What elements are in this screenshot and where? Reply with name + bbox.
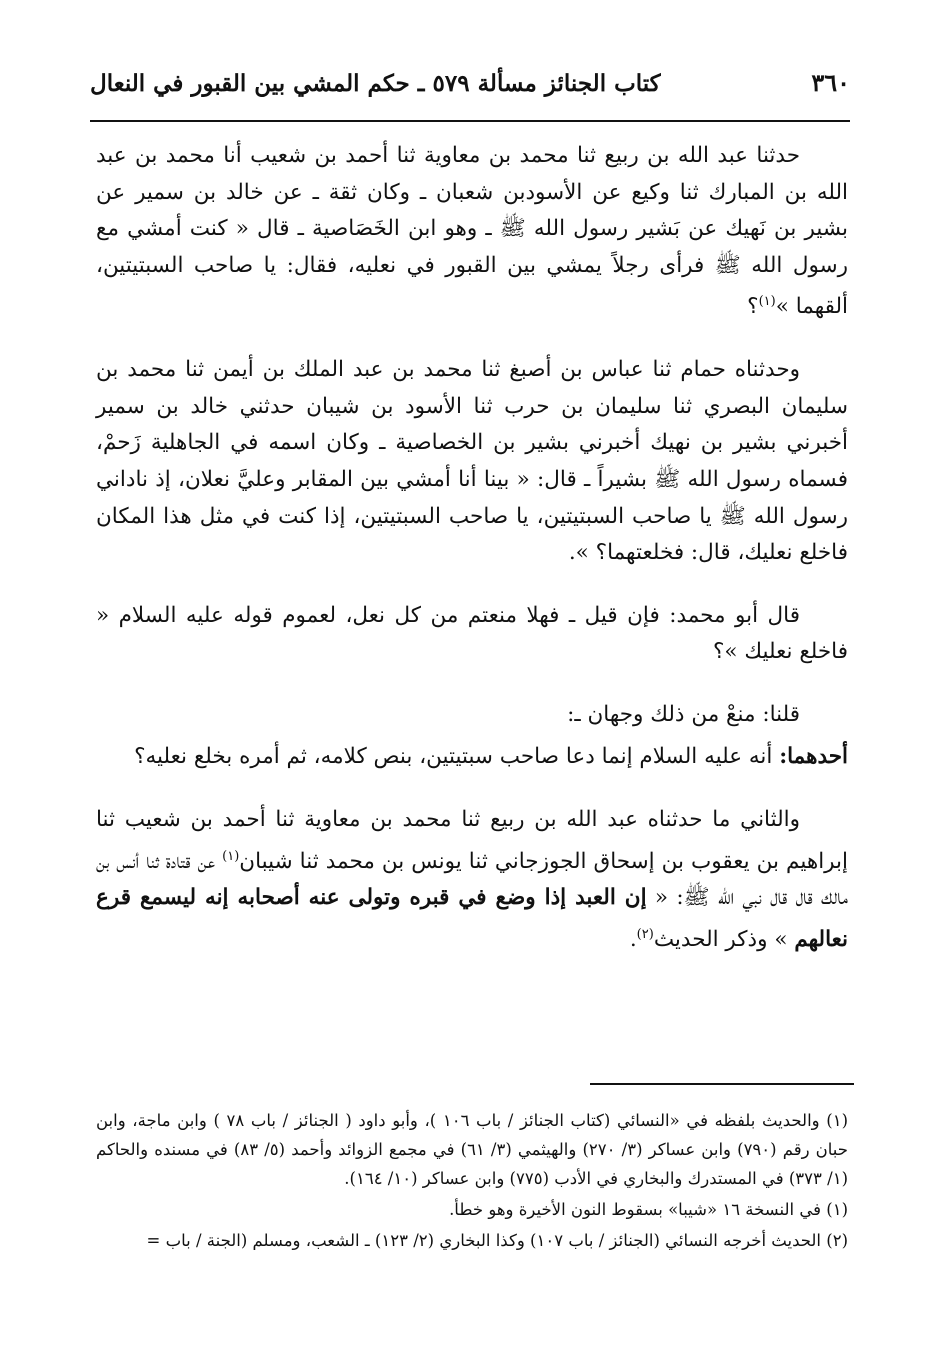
footnote-ref: (١) (222, 848, 240, 864)
footnote-number: (١) (826, 1200, 848, 1219)
paragraph-hadith-1 (96, 138, 848, 326)
footnote-1 (96, 1106, 848, 1193)
paragraph-end: . (629, 927, 637, 953)
footnote-2 (96, 1195, 848, 1224)
paragraph-end: ؟ (747, 294, 759, 320)
paragraph-first-reason (96, 739, 848, 776)
paragraph-question: قال أبو محمد: فإن قيل ـ فهلا منعتم من كل نعل، لعموم قوله عليه السلام « فاخلع نعليك »؟ (96, 602, 848, 665)
page-number: ٣٦٠ (811, 68, 850, 97)
footnote-text: والحديث بلفظه في «النسائي (كتاب الجنائز / باب ١٠٦ )، وأبو داود ( الجنائز / باب ٧٨ ) وابن ماجة، وابن حبان رقم (٧٩٠) وابن عساكر (٣/ ٢٧٠) والهيثمي (٣/ ٦١) في مجمع الزوائد وأحمد (٥/ ٨٣) في مسنده والحاكم (١/ ٣٧٣) في المستدرك والبخاري في الأدب (٧٧٥) وابن عساكر (١٠/ ١٦٤). (96, 1111, 848, 1188)
first-reason-text: أنه عليه السلام إنما دعا صاحب سبتيتين، بنص كلامه، ثم أمره بخلع نعليه؟ (134, 744, 773, 770)
footnotes (96, 1106, 848, 1255)
second-reason-text: والثاني ما حدثناه عبد الله بن ربيع ثنا محمد بن معاوية ثنا أحمد بن شعيب ثنا إبراهيم بن يعقوب بن إسحاق الجوزجاني ثنا يونس بن محمد ثنا شيبان (96, 807, 848, 874)
paragraph-text: حدثنا عبد الله بن ربيع ثنا محمد بن معاوية ثنا أحمد بن شعيب أنا محمد بن عبد الله بن المبارك ثنا وكيع عن الأسودبن شعبان ـ وكان ثقة ـ عن خالد بن سمير عن بشير بن نَهيك عن بَشير رسول الله ﷺ ـ وهو ابن الخَصَاصية ـ قال « كنت أمشي مع رسول الله ﷺ فرأى رجلاً يمشي بين القبور في نعليه، فقال: يا صاحب السبتيتين، ألقهما » (96, 143, 848, 320)
page-header (90, 64, 850, 124)
footnote-ref: (٢) (636, 927, 654, 942)
header-rule (90, 120, 850, 122)
running-title: كتاب الجنائز مسألة ٥٧٩ ـ حكم المشي بين القبور في النعال (90, 70, 661, 97)
footnote-number: (٢) (826, 1231, 848, 1250)
paragraph-hadith-2: وحدثناه حمام ثنا عباس بن أصبغ ثنا محمد بن عبد الملك بن أيمن ثنا محمد بن سليمان البصري ثنا سليمان بن حرب ثنا الأسود بن شيبان حدثني خالد بن سمير أخبرني بشير بن نهيك أخبرني بشير بن الخصاصية ـ وكان اسمه في الجاهلية زَحمْ، فسماه رسول الله ﷺ بشيراً ـ قال: « بينا أنا أمشي بين المقابر وعليَّ نعلان، إذ ناداني رسول الله ﷺ يا صاحب السبتيتين، يا صاحب السبتيتين، إذا كنت في مثل هذا المكان فاخلع نعليك، قال: فخلعتهما؟ ». (96, 357, 848, 566)
footnote-text: الحديث أخرجه النسائي (الجنائز / باب ١٠٧) وكذا البخاري (٢/ ١٢٣) ـ الشعب، ومسلم (الجنة / باب = (146, 1231, 821, 1250)
main-text (96, 138, 848, 985)
paragraph-second-reason (96, 802, 848, 959)
first-reason-lead: أحدهما: (779, 744, 848, 770)
paragraph-answer: قلنا: منعْ من ذلك وجهان ـ: (567, 701, 800, 727)
second-reason-text-end: » وذكر الحديث (653, 927, 795, 953)
second-reason-text-cont: عن قتادة ثنا أنس بن مالك قال قال نبي الله ﷺ: « (96, 848, 848, 911)
footnote-ref: (١) (758, 294, 776, 310)
paragraph-gap (96, 776, 848, 802)
footnote-text: في النسخة ١٦ «شيبا» بسقوط النون الأخيرة وهو خطأ. (449, 1200, 821, 1219)
footnote-rule (590, 1083, 854, 1085)
footnote-number: (١) (826, 1111, 848, 1130)
hadith-quote-bold: إن العبد إذا وضع في قبره وتولى عنه أصحابه إنه ليسمع قرع نعالهم (96, 885, 848, 953)
footnote-3 (96, 1226, 848, 1255)
